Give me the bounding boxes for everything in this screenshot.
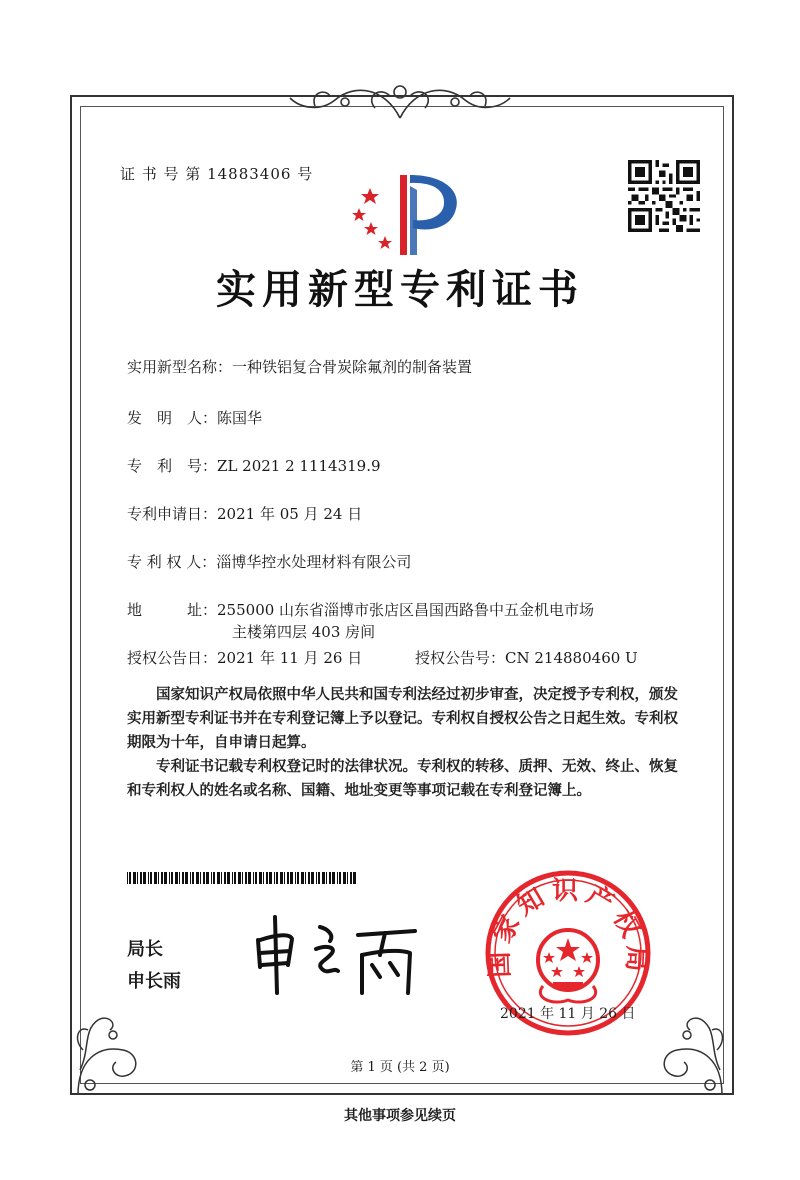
grant-number-value: CN 214880460 U (505, 649, 638, 667)
inventor-row (127, 408, 262, 428)
utility-model-name-label: 实用新型名称： (127, 358, 233, 376)
qr-code-icon (628, 160, 700, 232)
footer-note: 其他事项参见续页 (344, 1108, 456, 1124)
bottom-right-ornament-icon (652, 990, 732, 1100)
seal-text: 国家知识产权局 (484, 876, 652, 979)
handwritten-signature-icon (250, 905, 425, 1000)
patentee-label: 专 利 权 人： (127, 553, 217, 571)
top-ornament-icon (285, 78, 515, 123)
grant-date-label: 授权公告日： (127, 649, 218, 667)
director-title: 局长 (127, 939, 163, 960)
patent-number-row (127, 456, 381, 476)
utility-model-name-value: 一种铁铝复合骨炭除氟剂的制备装置 (232, 358, 473, 376)
certificate-title: 实用新型专利证书 (216, 267, 584, 313)
grant-number-row (415, 648, 638, 668)
patentee-row (127, 552, 411, 572)
patent-number-value: ZL 2021 2 1114319.9 (217, 457, 381, 475)
address-line-2: 主楼第四层 403 房间 (232, 623, 376, 641)
body-paragraph-1: 国家知识产权局依照中华人民共和国专利法经过初步审查，决定授予专利权，颁发实用新型专利证书并在专利登记簿上予以登记。专利权自授权公告之日起生效。专利权期限为十年，自申请日起算。 (127, 687, 678, 751)
inventor-value: 陈国华 (217, 409, 263, 427)
certificate-number: 证 书 号 第 14883406 号 (120, 165, 314, 183)
inventor-label: 发 明 人： (127, 409, 218, 427)
cnipa-emblem-icon (345, 170, 465, 260)
grant-date-value: 2021 年 11 月 26 日 (217, 649, 363, 667)
page-number: 第 1 页 (共 2 页) (350, 1060, 450, 1075)
application-date-value: 2021 年 05 月 24 日 (217, 505, 363, 523)
address-line-1: 255000 山东省淄博市张店区昌国西路鲁中五金机电市场 (217, 601, 595, 619)
director-name: 申长雨 (127, 971, 181, 992)
application-date-row (127, 504, 362, 524)
grant-number-label: 授权公告号： (415, 649, 506, 667)
svg-text:国家知识产权局 (484, 876, 651, 978)
patentee-value: 淄博华控水处理材料有限公司 (216, 553, 412, 571)
barcode-icon (127, 872, 357, 884)
address-label: 地 址： (127, 601, 218, 619)
grant-date-row (127, 648, 362, 668)
utility-model-name-row (127, 357, 472, 377)
body-paragraph-2: 专利证书记载专利权登记时的法律状况。专利权的转移、质押、无效、终止、恢复和专利权人的姓名或名称、国籍、地址变更等事项记载在专利登记簿上。 (127, 759, 678, 799)
patent-number-label: 专 利 号： (127, 457, 218, 475)
bottom-left-ornament-icon (68, 990, 148, 1100)
seal-date: 2021 年 11 月 26 日 (500, 1006, 636, 1022)
address-row (127, 600, 594, 620)
application-date-label: 专利申请日： (127, 505, 218, 523)
